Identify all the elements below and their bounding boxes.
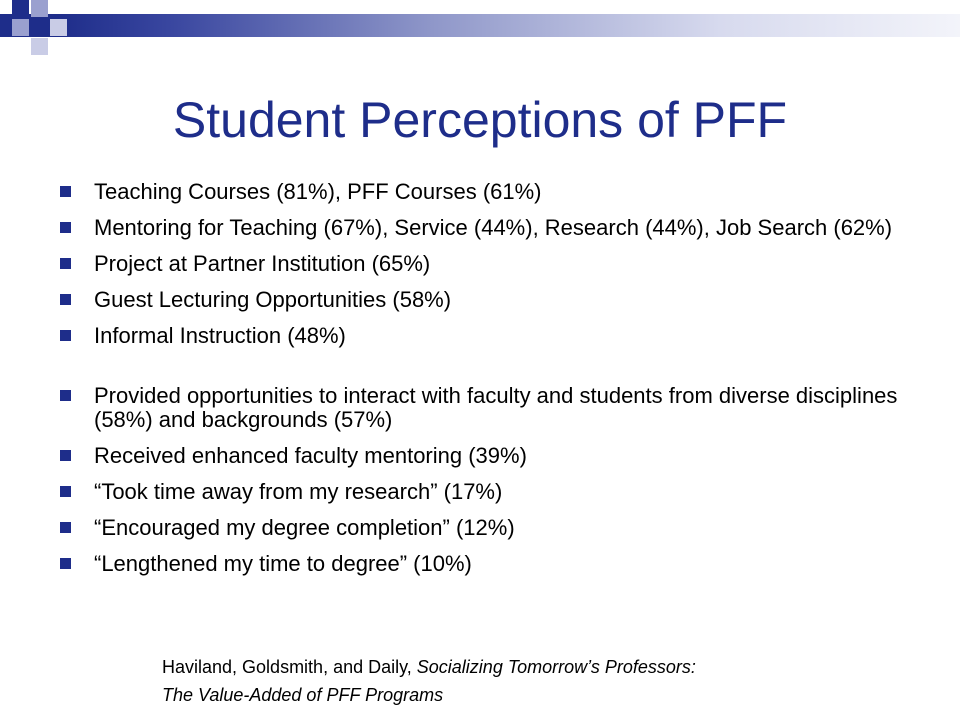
header-gradient-band (0, 14, 960, 37)
bullet-text: Provided opportunities to interact with faculty and students from diverse disciplines (58%) and backgrounds (57%) (94, 383, 898, 432)
decor-square (50, 19, 67, 36)
bullet-item (60, 480, 900, 504)
bullet-text: “Took time away from my research” (17%) (94, 479, 503, 504)
bullet-text: Guest Lecturing Opportunities (58%) (94, 287, 452, 312)
square-bullet-icon (60, 330, 71, 341)
square-bullet-icon (60, 222, 71, 233)
square-bullet-icon (60, 522, 71, 533)
bullet-item (60, 324, 900, 348)
bullet-text: Project at Partner Institution (65%) (94, 251, 431, 276)
decor-square (31, 38, 48, 55)
bullet-item (60, 288, 900, 312)
bullet-item (60, 444, 900, 468)
citation-authors: Haviland, Goldsmith, and Daily, (162, 657, 417, 677)
citation-title-line2: The Value-Added of PFF Programs (162, 685, 444, 705)
bullet-item (60, 180, 900, 204)
decor-square (31, 0, 48, 17)
citation (162, 653, 922, 709)
square-bullet-icon (60, 390, 71, 401)
bullet-text: “Lengthened my time to degree” (10%) (94, 551, 472, 576)
bullet-item (60, 252, 900, 276)
bullet-item (60, 552, 900, 576)
decor-square (12, 19, 29, 36)
bullet-item (60, 516, 900, 540)
bullet-text: “Encouraged my degree completion” (12%) (94, 515, 515, 540)
bullet-text: Mentoring for Teaching (67%), Service (44%), Research (44%), Job Search (62%) (94, 215, 893, 240)
square-bullet-icon (60, 558, 71, 569)
decor-square (12, 0, 29, 17)
square-bullet-icon (60, 486, 71, 497)
square-bullet-icon (60, 294, 71, 305)
square-bullet-icon (60, 186, 71, 197)
slide-title: Student Perceptions of PFF (172, 92, 788, 148)
bullet-text: Received enhanced faculty mentoring (39%) (94, 443, 527, 468)
bullet-text: Informal Instruction (48%) (94, 323, 346, 348)
square-bullet-icon (60, 450, 71, 461)
square-bullet-icon (60, 258, 71, 269)
bullet-text: Teaching Courses (81%), PFF Courses (61%) (94, 179, 542, 204)
bullet-list (60, 180, 900, 588)
bullet-item (60, 384, 900, 432)
citation-title-line1: Socializing Tomorrow’s Professors: (416, 657, 696, 677)
decor-square (12, 38, 29, 55)
decor-square (31, 19, 48, 36)
bullet-item (60, 216, 900, 240)
